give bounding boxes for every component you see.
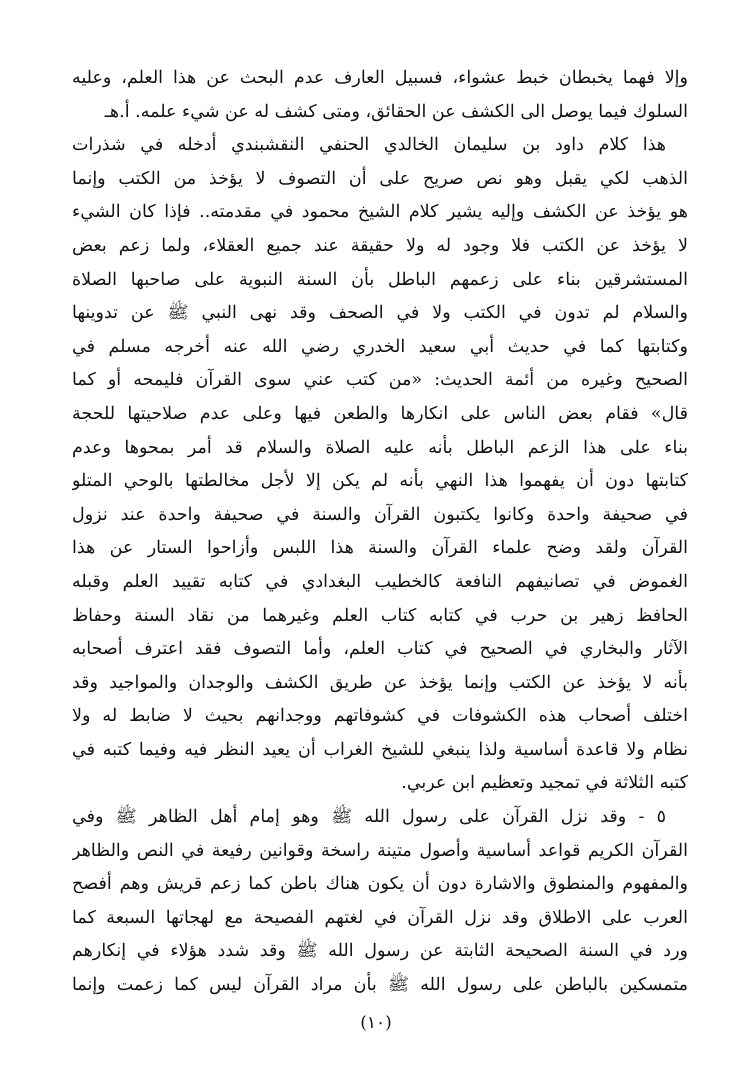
text-line: الآثار والبخاري في الصحيح في كتاب العلم، وأما التصوف فقد اعترف أصحابه (72, 639, 688, 660)
text-line: متمسكين بالباطن على رسول الله ﷺ بأن مراد القرآن ليس كما زعمت وإنما (72, 975, 688, 996)
page-number: (١٠) (360, 1013, 392, 1033)
text-line: اختلف أصحاب هذه الكشوفات في كشوفاتهم ووجدانهم بحيث لا ضابط له ولا (72, 706, 688, 727)
text-line: الصحيح وغيره من أئمة الحديث: «من كتب عني سوى القرآن فليمحه أو كما (72, 370, 688, 391)
text-line: الغموض في تصانيفهم النافعة كالخطيب البغدادي في كتابه تقييد العلم وقبله (72, 571, 688, 592)
text-line: القرآن ولقد وضح علماء القرآن والسنة هذا اللبس وأزاحوا الستار عن هذا (72, 538, 688, 559)
text-line: بناء على هذا الزعم الباطل بأنه عليه الصلاة والسلام قد أمر بمحوها وعدم (72, 437, 688, 458)
text-line: الحافظ زهير بن حرب في كتابه كتاب العلم وغيرهما من نقاد السنة وحفاظ (72, 605, 688, 626)
text-line: الذهب لكي يقبل وهو نص صريح على أن التصوف لا يؤخذ من الكتب وإنما (72, 168, 688, 189)
text-line: بأنه لا يؤخذ عن الكتب وإنما يؤخذ عن طريق الكشف والوجدان والمواجيد وقد (72, 672, 688, 693)
text-line: نظام ولا قاعدة أساسية ولذا ينبغي للشيخ الغراب أن يعيد النظر فيه وفيما كتبه في (72, 739, 688, 760)
text-line: والسلام لم تدون في الكتب ولا في الصحف وقد نهى النبي ﷺ عن تدوينها (72, 303, 688, 324)
text-line: هو يؤخذ عن الكشف وإليه يشير كلام الشيخ محمود في مقدمته.. فإذا كان الشيء (72, 202, 688, 223)
text-line: السلوك فيما يوصل الى الكشف عن الحقائق، ومتى كشف له عن شيء علمه. أ.هـ (104, 101, 688, 122)
text-line: المستشرقين بناء على زعمهم الباطل بأن السنة النبوية على صاحبها الصلاة (72, 269, 688, 290)
text-line: القرآن الكريم قواعد أساسية وأصول متينة راسخة وقوانين رفيعة في النص والظاهر (72, 840, 688, 861)
text-line: هذا كلام داود بن سليمان الخالدي الحنفي النقشبندي أدخله في شذرات (72, 135, 666, 156)
text-line: والمفهوم والمنطوق والاشارة دون أن يكون هناك باطن كما زعم قريش وهم أفصح (72, 874, 688, 895)
text-line: وكتابتها كما في حديث أبي سعيد الخدري رضي الله عنه أخرجه مسلم في (72, 336, 688, 357)
text-line: لا يؤخذ عن الكتب فلا وجود له ولا حقيقة عند جميع العقلاء، ولما زعم بعض (72, 235, 688, 256)
text-line: العرب على الاطلاق وقد نزل القرآن في لغتهم الفصيحة مع لهجاتها السبعة كما (72, 907, 688, 928)
text-line: ورد في السنة الصحيحة الثابتة عن رسول الله ﷺ وقد شدد هؤلاء في إنكارهم (72, 941, 688, 962)
page-body (72, 62, 688, 1003)
text-line: كتبه الثلاثة في تمجيد وتعظيم ابن عربي. (401, 773, 688, 794)
text-line: كتابتها دون أن يفهموا هذا النهي بأنه لم يكن إلا لأجل مخالطتها بالوحي المتلو (72, 471, 688, 492)
text-line: وإلا فهما يخبطان خبط عشواء، فسبيل العارف عدم البحث عن هذا العلم، وعليه (72, 68, 688, 88)
text-line: قال» فقام بعض الناس على انكارها والطعن فيها وعلى عدم صلاحيتها للحجة (72, 403, 688, 424)
text-line: في صحيفة واحدة وكانوا يكتبون القرآن والسنة في صحيفة واحدة عند نزول (72, 504, 688, 525)
text-line: ٥ - وقد نزل القرآن على رسول الله ﷺ وهو إمام أهل الظاهر ﷺ وفي (72, 807, 666, 828)
